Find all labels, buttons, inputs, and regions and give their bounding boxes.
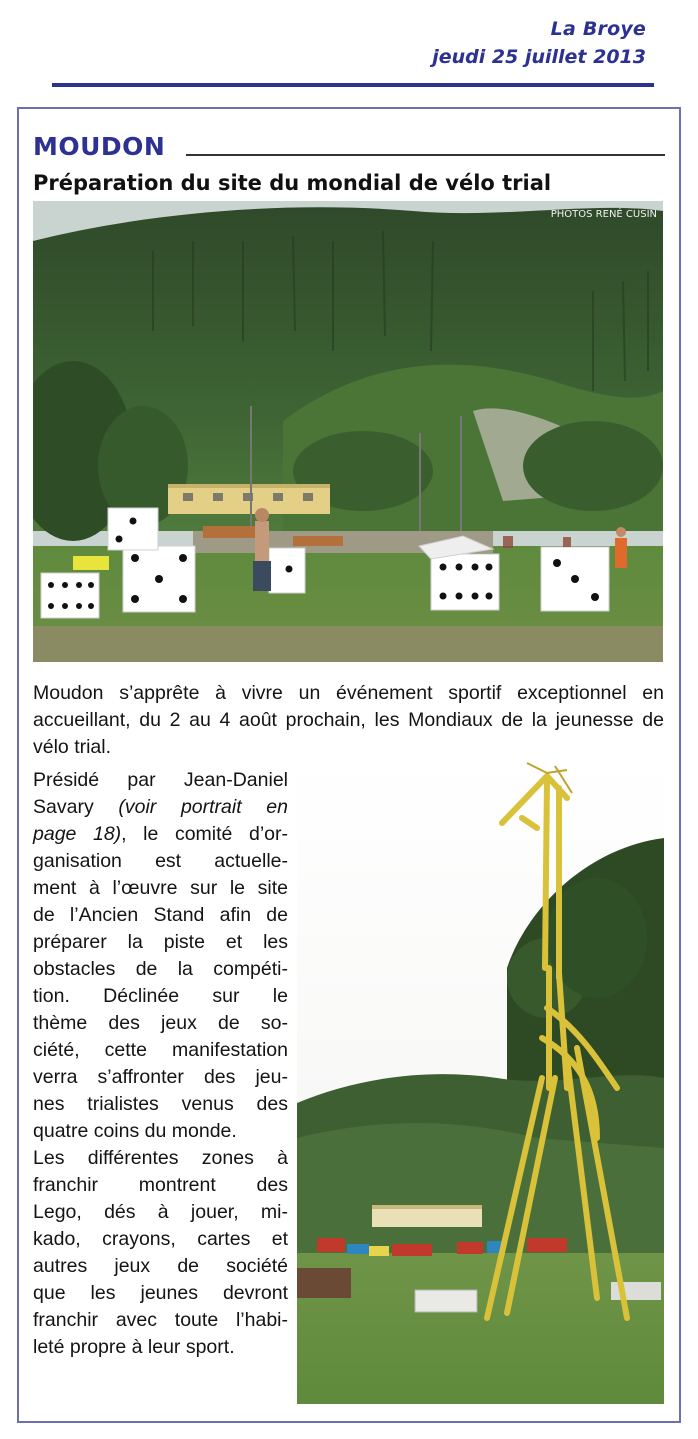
body-line: tion. Déclinée sur le xyxy=(33,985,288,1007)
article-lead: Moudon s’apprête à vivre un événement sportif exceptionnel en accueillant, du 2 au 4 août prochain, les Mondiaux de la jeunesse de vélo trial. xyxy=(33,682,664,758)
body-line: page 18), le comité d’or- xyxy=(33,823,289,845)
body-line: thème des jeux de so- xyxy=(33,1012,288,1034)
article-headline: Préparation du site du mondial de vélo trial xyxy=(33,171,552,195)
masthead-rule xyxy=(52,83,654,87)
photo-giraffe-sculpture xyxy=(297,758,664,1404)
article-body-column xyxy=(33,767,288,1361)
body-line: kado, crayons, cartes et xyxy=(33,1228,288,1250)
body-line: Savary (voir portrait en xyxy=(33,796,288,818)
body-line: Présidé par Jean-Daniel xyxy=(33,769,288,791)
body-line: nes trialistes venus des xyxy=(33,1093,288,1115)
section-rule xyxy=(186,154,665,156)
body-line: que les jeunes devront xyxy=(33,1282,288,1304)
body-line: Lego, dés à jouer, mi- xyxy=(33,1201,288,1223)
body-line: ment à l’œuvre sur le site xyxy=(33,877,288,899)
body-line: franchir montrent des xyxy=(33,1174,288,1196)
body-line: de l’Ancien Stand afin de xyxy=(33,904,288,926)
body-line: leté propre à leur sport. xyxy=(33,1336,235,1358)
body-line: quatre coins du monde. xyxy=(33,1120,237,1142)
photo-dice-site xyxy=(33,201,663,662)
body-line: franchir avec toute l’habi- xyxy=(33,1309,288,1331)
body-line: autres jeux de société xyxy=(33,1255,288,1277)
body-line: verra s’affronter des jeu- xyxy=(33,1066,288,1088)
publication-date: jeudi 25 juillet 2013 xyxy=(432,46,646,68)
body-line: obstacles de la compéti- xyxy=(33,958,288,980)
photo-credit: PHOTOS RENÉ CUSIN xyxy=(550,209,657,220)
section-title: MOUDON xyxy=(33,132,166,161)
body-line: préparer la piste et les xyxy=(33,931,288,953)
body-line: Les différentes zones à xyxy=(33,1147,288,1169)
body-line: ciété, cette manifestation xyxy=(33,1039,288,1061)
publication-name: La Broye xyxy=(550,18,646,40)
body-line: ganisation est actuelle- xyxy=(33,850,288,872)
